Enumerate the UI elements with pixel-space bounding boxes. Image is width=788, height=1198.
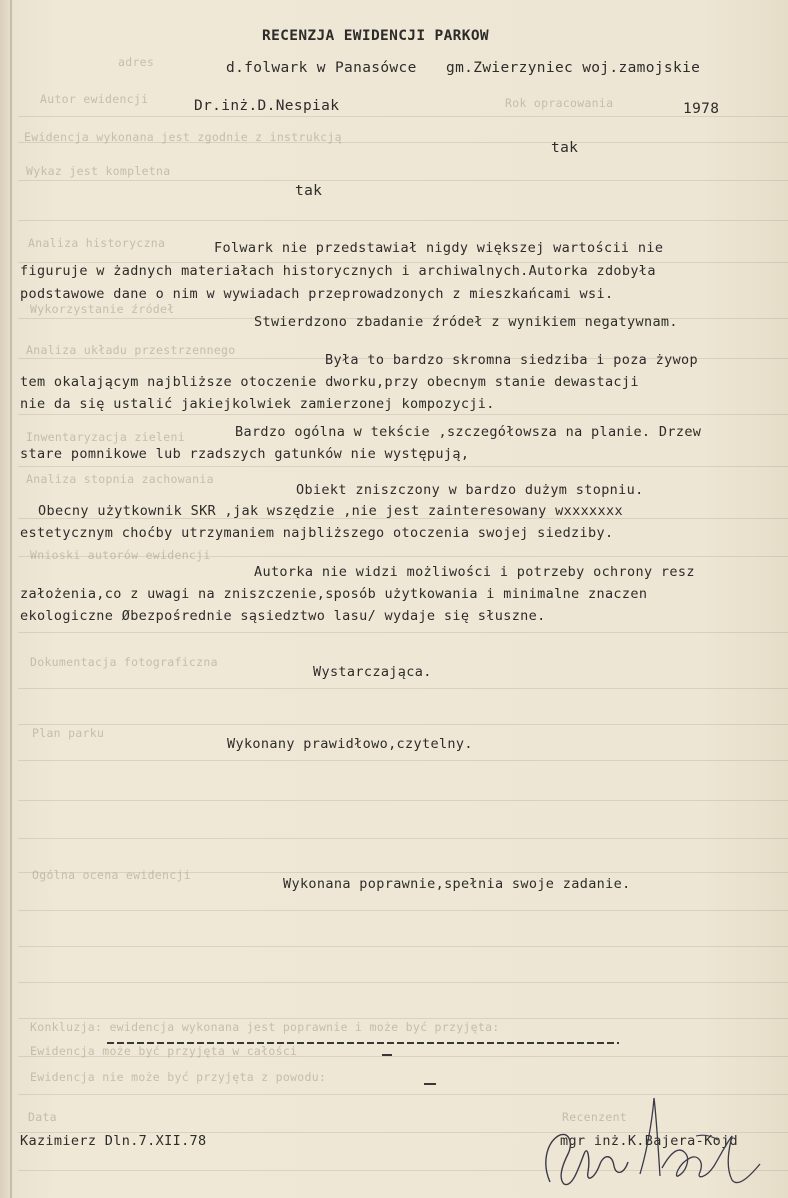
greenery-line: Bardzo ogólna w tekście ,szczegółowsza na planie. Drzew (235, 424, 702, 440)
form-label: Inwentaryzacja zieleni (26, 430, 185, 444)
form-rule (18, 724, 788, 725)
form-label: Analiza stopnia zachowania (26, 472, 214, 486)
conclusions-line: założenia,co z uwagi na zniszczenie,sposób użytkowania i minimalne znaczen (20, 586, 648, 602)
conclusions-line: ekologiczne Øbezpośrednie sąsiedztwo lasu/ wydaje się słuszne. (20, 608, 546, 624)
form-rule (18, 1018, 788, 1019)
form-rule (18, 632, 788, 633)
form-rule (18, 220, 788, 221)
overall-assessment-answer: Wykonana poprawnie,spełnia swoje zadanie. (283, 876, 631, 892)
form-label: Analiza historyczna (28, 236, 166, 250)
sources-text: Stwierdzono zbadanie źródeł z wynikiem negatywnam. (254, 314, 678, 330)
form-rule (18, 180, 788, 181)
form-label: Rok opracowania (505, 96, 614, 110)
form-label: Data (28, 1110, 57, 1124)
reviewer-name: mgr inż.K.Bajera-Kojd (560, 1133, 739, 1149)
form-rule (18, 688, 788, 689)
form-label: Dokumentacja fotograficzna (30, 655, 218, 669)
answer-compliance: tak (551, 140, 579, 156)
document-title: RECENZJA EWIDENCJI PARKOW (262, 28, 489, 44)
form-label: Ewidencja nie może być przyjęta z powodu: (30, 1070, 327, 1084)
form-rule (18, 466, 788, 467)
handwritten-signature (528, 1084, 778, 1194)
form-rule (18, 414, 788, 415)
form-label: Recenzent (562, 1110, 628, 1124)
form-rule (18, 946, 788, 947)
form-rule (18, 910, 788, 911)
form-rule (18, 116, 788, 117)
form-label: Wnioski autorów ewidencji (30, 548, 211, 562)
form-label: Wykaz jest kompletna (26, 164, 171, 178)
condition-line: Obecny użytkownik SKR ,jak wszędzie ,nie jest zainteresowany wxxxxxxx (38, 503, 623, 519)
form-label: Plan parku (32, 726, 105, 740)
separator-mark (424, 1083, 436, 1085)
place-and-date: Kazimierz Dln.7.XII.78 (20, 1133, 207, 1149)
history-line: figuruje w żadnych materiałach historycznych i archiwalnych.Autorka zdobyła (20, 263, 656, 279)
form-label: Ewidencja może być przyjęta w całości (30, 1044, 298, 1058)
evidence-author: Dr.inż.D.Nespiak (194, 98, 340, 114)
history-line: podstawowe dane o nim w wywiadach przeprowadzonych z mieszkańcami wsi. (20, 286, 614, 302)
layout-line: tem okalającym najbliższe otoczenie dworku,przy obecnym stanie dewastacji (20, 374, 639, 390)
form-rule (18, 800, 788, 801)
answer-completeness: tak (295, 183, 323, 199)
separator-mark (382, 1054, 392, 1056)
photo-documentation-answer: Wystarczająca. (313, 664, 432, 680)
park-region: gm.Zwierzyniec woj.zamojskie (446, 60, 701, 76)
form-label: Autor ewidencji (40, 92, 149, 106)
form-rule (18, 760, 788, 761)
park-location: d.folwark w Panasówce (226, 60, 417, 76)
form-rule (18, 982, 788, 983)
condition-line: Obiekt zniszczony w bardzo dużym stopniu. (296, 482, 644, 498)
history-line: Folwark nie przedstawiał nigdy większej wartościi nie (214, 240, 664, 256)
condition-line: estetycznym choćby utrzymaniem najbliższego otoczenia swojej siedziby. (20, 525, 614, 541)
form-rule (18, 838, 788, 839)
conclusions-line: Autorka nie widzi możliwości i potrzeby ochrony resz (254, 564, 695, 580)
separator-line (107, 1042, 619, 1044)
evidence-year: 1978 (683, 101, 720, 117)
form-label: Analiza układu przestrzennego (26, 343, 236, 357)
paper-edge (10, 0, 12, 1198)
form-label: Konkluzja: ewidencja wykonana jest poprawnie i może być przyjęta: (30, 1020, 500, 1034)
park-plan-answer: Wykonany prawidłowo,czytelny. (227, 736, 473, 752)
form-label: adres (118, 55, 155, 69)
layout-line: Była to bardzo skromna siedziba i poza żywop (325, 352, 699, 368)
form-label: Wykorzystanie źródeł (30, 302, 175, 316)
greenery-line: stare pomnikowe lub rzadszych gatunków nie występują, (20, 446, 470, 462)
layout-line: nie da się ustalić jakiejkolwiek zamierzonej kompozycji. (20, 396, 495, 412)
form-label: Ogólna ocena ewidencji (32, 868, 191, 882)
form-label: Ewidencja wykonana jest zgodnie z instrukcją (24, 130, 342, 144)
